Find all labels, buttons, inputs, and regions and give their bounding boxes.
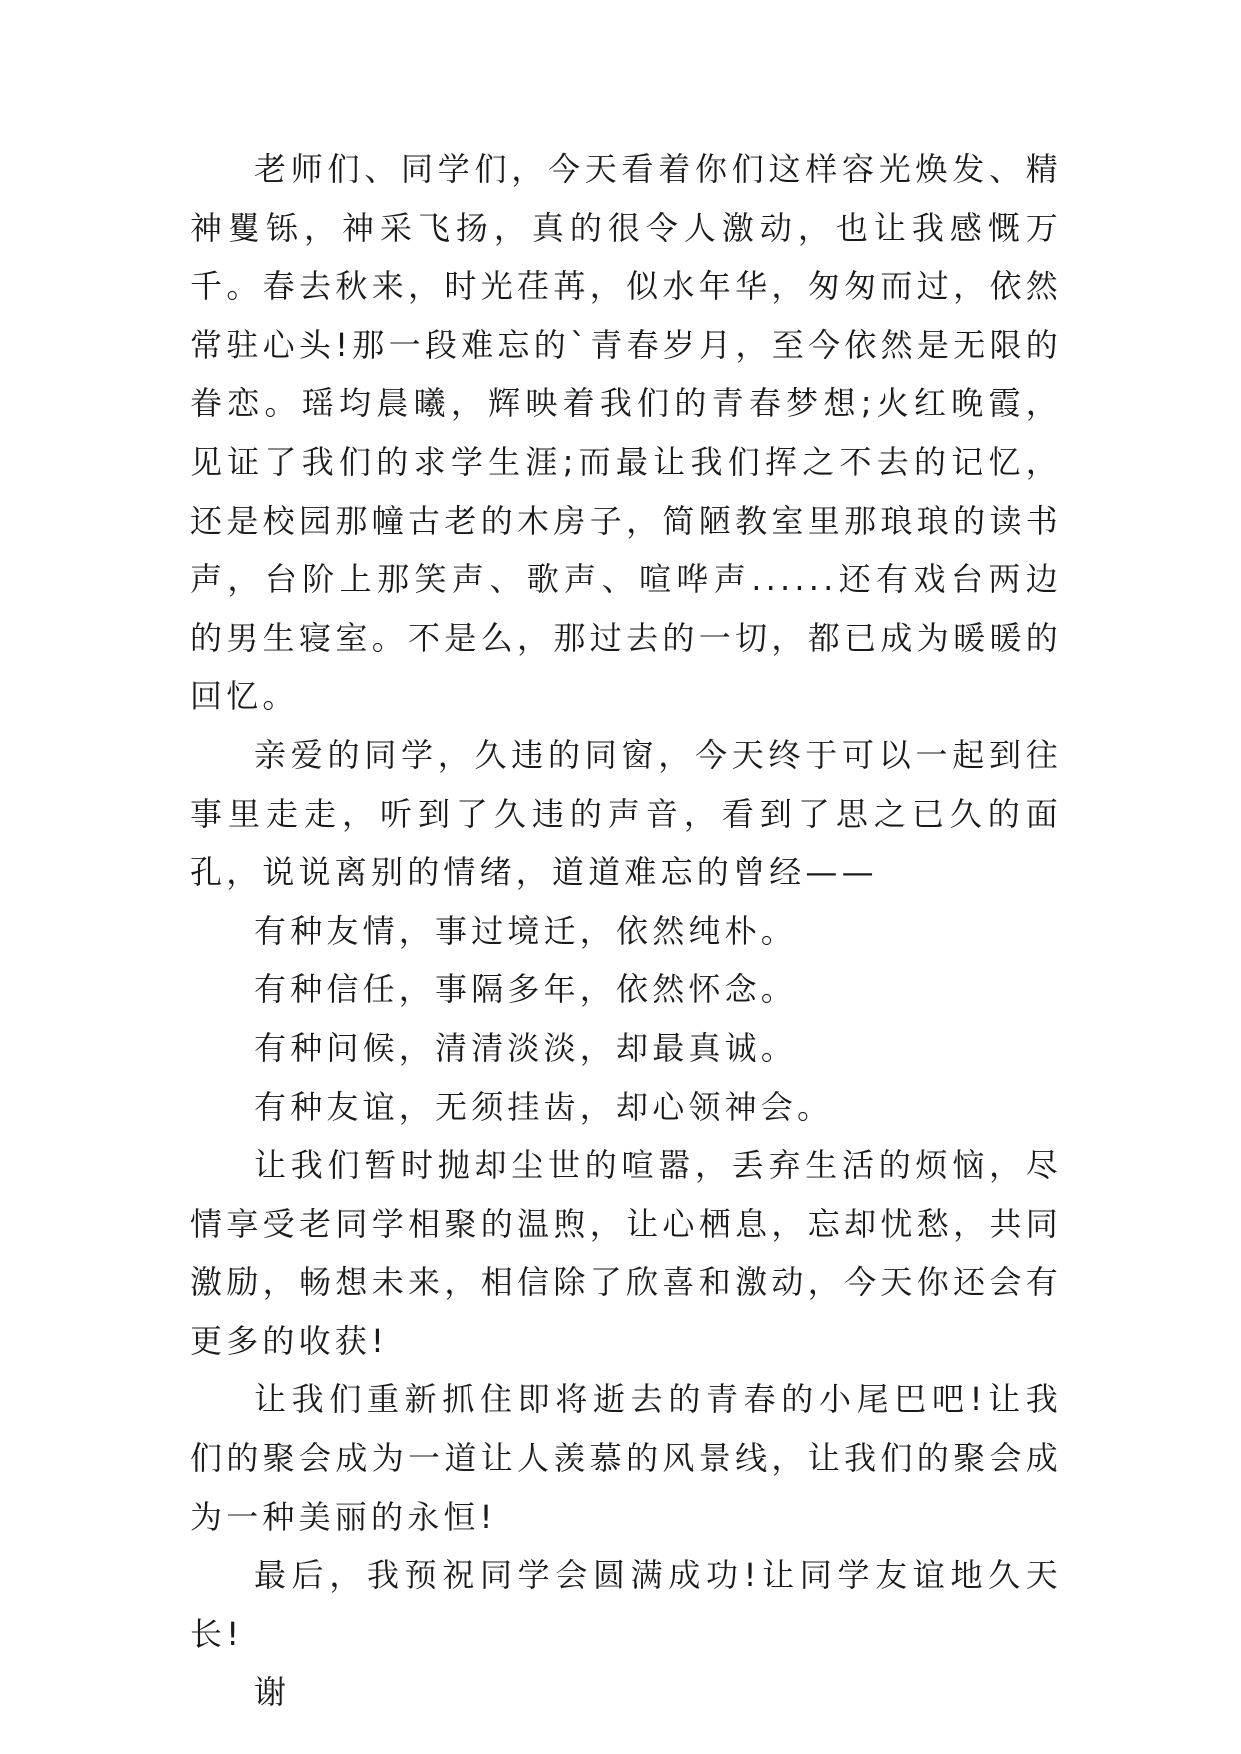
paragraph-reunion: 亲爱的同学，久违的同窗，今天终于可以一起到往事里走走，听到了久违的声音，看到了思之已久的面孔，说说离别的情绪，道道难忘的曾经—— — [190, 735, 1062, 892]
paragraph-greeting: 有种问候，清清淡淡，却最真诚。 — [254, 1028, 798, 1067]
paragraph-understanding: 有种友谊，无须挂齿，却心领神会。 — [254, 1087, 834, 1126]
paragraph-friendship: 有种友情，事过境迁，依然纯朴。 — [254, 911, 798, 950]
paragraph-opening: 老师们、同学们，今天看着你们这样容光焕发、精神矍铄，神采飞扬，真的很令人激动，也让我感慨万千。春去秋来，时光荏苒，似水年华，匆匆而过，依然常驻心头!那一段难忘的`青春岁月，至今依然是无限的眷恋。瑶均晨曦，辉映着我们的青春梦想;火红晚霞，见证了我们的求学生涯;而最让我们挥之不去的记忆，还是校园那幢古老的木房子，简陋教室里那琅琅的读书声，台阶上那笑声、歌声、喧哗声......还有戏台两边的男生寝室。不是么，那过去的一切，都已成为暖暖的回忆。 — [190, 150, 1062, 716]
document-body — [190, 140, 1062, 1722]
paragraph-youth: 让我们重新抓住即将逝去的青春的小尾巴吧!让我们的聚会成为一道让人羡慕的风景线，让我们的聚会成为一种美丽的永恒! — [190, 1380, 1062, 1536]
paragraph-wishes: 最后，我预祝同学会圆满成功!让同学友谊地久天长! — [190, 1556, 1062, 1653]
paragraph-enjoy: 让我们暂时抛却尘世的喧嚣，丢弃生活的烦恼，尽情享受老同学相聚的温煦，让心栖息，忘却忧愁，共同激励，畅想未来，相信除了欣喜和激动，今天你还会有更多的收获! — [190, 1146, 1062, 1360]
paragraph-trust: 有种信任，事隔多年，依然怀念。 — [254, 970, 798, 1009]
paragraph-thanks: 谢 — [254, 1673, 291, 1712]
